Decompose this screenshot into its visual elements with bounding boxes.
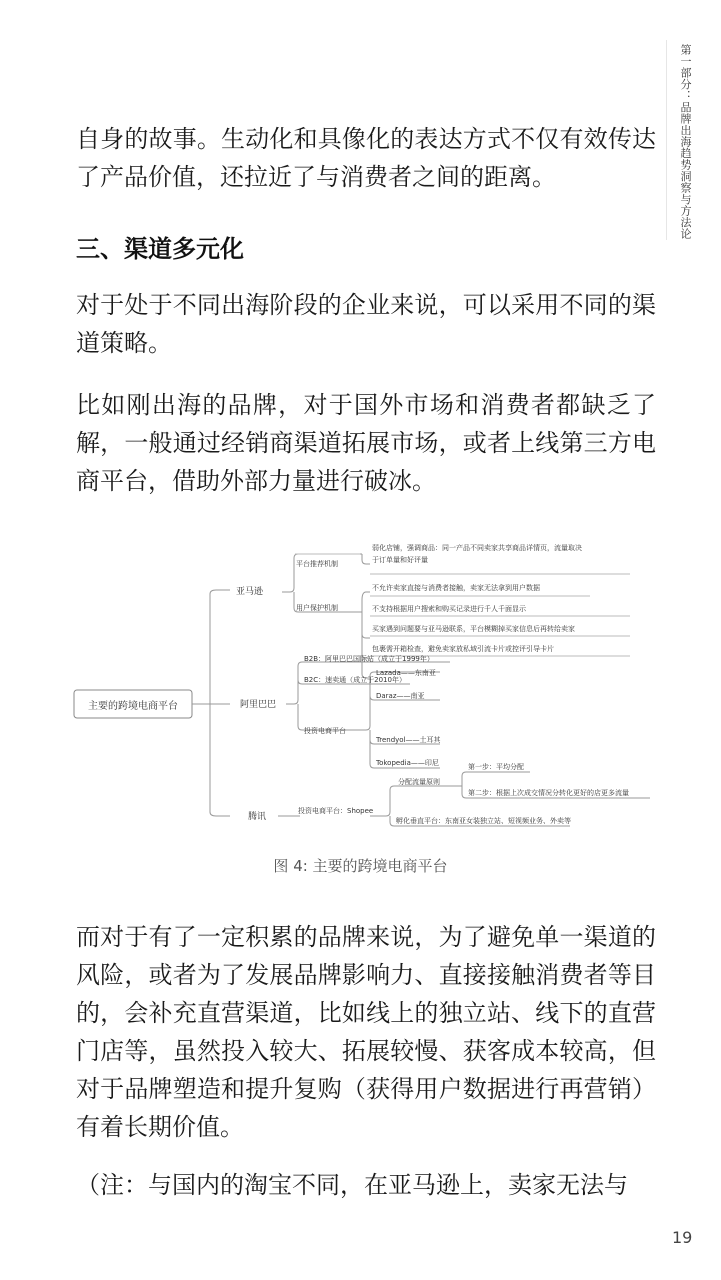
- mind-map-figure: [70, 530, 670, 840]
- running-header: 第一部分：品牌出海趋势洞察与方法论: [679, 44, 692, 240]
- alibaba-invest-item-4: Tokopedia——印尼: [376, 759, 439, 767]
- alibaba-b2b: B2B：阿里巴巴国际站（成立于1999年）: [304, 655, 434, 663]
- amazon-protection-item-2: 不支持根据用户搜索和购买记录进行千人千面显示: [372, 605, 526, 613]
- amazon-protection-item-4: 包裹需开箱检查，避免卖家放私域引流卡片或控评引导卡片: [372, 645, 554, 653]
- alibaba-invest: 投资电商平台: [304, 727, 346, 735]
- amazon-recommend-note-1: 弱化店铺，强调商品：同一产品不同卖家共享商品详情页，流量取决: [372, 544, 582, 552]
- amazon-branch-recommend: 平台推荐机制: [296, 560, 338, 568]
- paragraph-1: 自身的故事。生动化和具像化的表达方式不仅有效传达了产品价值，还拉近了与消费者之间的距离。: [76, 125, 656, 191]
- amazon-protection-item-1: 不允许卖家直接与消费者接触，卖家无法拿到用户数据: [372, 584, 540, 592]
- amazon-protection-item-3: 买家遇到问题要与亚马逊联系，平台模糊掉买家信息后再转给卖家: [372, 625, 575, 633]
- side-divider: [666, 40, 667, 240]
- amazon-branch-protection: 用户保护机制: [296, 604, 338, 612]
- tencent-node: 腾讯: [248, 812, 267, 822]
- tencent-step-1: 第一步：平均分配: [468, 763, 524, 771]
- section-heading: 三、渠道多元化: [76, 235, 244, 263]
- tencent-step-2: 第二步：根据上次成交情况分转化更好的店更多流量: [468, 789, 629, 797]
- alibaba-invest-item-2: Daraz——南亚: [376, 692, 425, 700]
- tencent-traffic-rule: 分配流量原则: [398, 778, 440, 786]
- alibaba-invest-item-1: Lazada——东南亚: [376, 669, 436, 677]
- amazon-recommend-note-2: 于订单量和好评量: [372, 556, 428, 564]
- amazon-node: 亚马逊: [236, 587, 264, 597]
- tencent-invest: 投资电商平台：Shopee: [298, 807, 374, 815]
- page-number: 19: [672, 1228, 693, 1247]
- paragraph-4: 而对于有了一定积累的品牌来说，为了避免单一渠道的风险，或者为了发展品牌影响力、直接接触消费者等目的，会补充直营渠道，比如线上的独立站、线下的直营门店等，虽然投入较大、拓展较慢、获客成本较高，但对于品牌塑造和提升复购（获得用户数据进行再营销）有着长期价值。: [76, 923, 656, 1141]
- alibaba-invest-item-3: Trendyol——土耳其: [376, 736, 441, 744]
- alibaba-node: 阿里巴巴: [240, 700, 277, 710]
- root-node: 主要的跨境电商平台: [88, 701, 178, 712]
- paragraph-3: 比如刚出海的品牌，对于国外市场和消费者都缺乏了解，一般通过经销商渠道拓展市场，或者上线第三方电商平台，借助外部力量进行破冰。: [76, 391, 656, 495]
- paragraph-5: （注：与国内的淘宝不同，在亚马逊上，卖家无法与: [76, 1171, 628, 1199]
- paragraph-2: 对于处于不同出海阶段的企业来说，可以采用不同的渠道策略。: [76, 291, 656, 357]
- tencent-incubate: 孵化垂直平台：东南亚女装独立站、短视频业务、外卖等: [396, 817, 571, 825]
- mind-map-svg: [70, 530, 670, 840]
- figure-caption: 图 4: 主要的跨境电商平台: [273, 857, 448, 875]
- alibaba-b2c: B2C：速卖通（成立于2010年）: [304, 676, 406, 684]
